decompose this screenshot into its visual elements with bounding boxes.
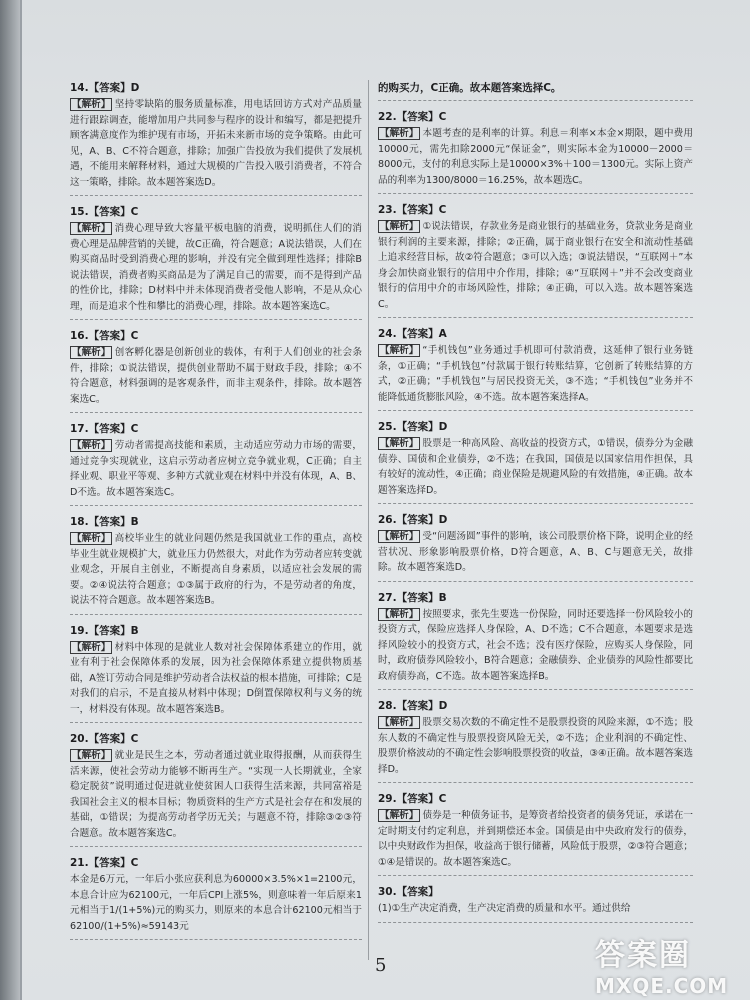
answer-line: 23.【答案】C [378, 204, 447, 216]
analysis-tag: 【解析】 [72, 99, 111, 110]
answer-block [378, 78, 693, 101]
analysis-tag: 【解析】 [72, 440, 111, 451]
analysis-tag: 【解析】 [72, 750, 111, 761]
answer-line: 24.【答案】A [378, 328, 447, 340]
answer-line: 14.【答案】D [70, 82, 140, 94]
right-column [378, 78, 693, 929]
analysis-body: 创客孵化器是创新创业的载体，有利于人们创业的社会条件，排除；①说法错误，提供创业帮助不属于财政手段，排除；④不符合题意，材料强调的是客观条件，而非主观条件，排除。故本题答案选C。 [70, 347, 362, 405]
analysis-text [378, 126, 693, 188]
analysis-tag: 【解析】 [72, 347, 111, 358]
analysis-tag: 【解析】 [72, 533, 111, 544]
analysis-body: 材料中体现的是就业人数对社会保障体系建立的作用，就业有利于社会保障体系的发展，因为社会保障体系建立提供物质基础，A签订劳动合同是维护劳动者合法权益的根本措施，可排除；C是对我们的启示，不是直接从材料中体现；D倒置保障权利与义务的统一，材料没有体现。故本题答案选B。 [70, 641, 362, 715]
analysis-text [378, 808, 693, 870]
analysis-tag: 【解析】 [72, 641, 111, 653]
answer-line: 27.【答案】B [378, 591, 447, 604]
analysis-body: 按照要求，张先生要选一份保险，同时还要选择一份风险较小的投资方式，保险应选择人身保险，A、D不选；C不合题意，本题要求是选择风险较小的投资方式，社会不选；没有医疗保险，应购买人身保险，同时，政府债券风险较小，B符合题意；金融债券、企业债券的风险性都要比政府债券高，C不选。故本题答案选择B。 [378, 608, 693, 682]
analysis-text [378, 901, 693, 917]
analysis-text [378, 219, 693, 312]
analysis-text [70, 640, 362, 718]
analysis-body: 高校毕业生的就业问题仍然是我国就业工作的重点，高校毕业生就业规模扩大，就业压力仍然很大，对此作为劳动者应转变就业观念，开展自主创业，不断提高自身素质，以适应社会发展的需要。②④说法符合题意；①③属于政府的行为，不是劳动者的角度，说法不符合题意。故本题答案选B。 [70, 533, 362, 606]
answer-line: 15.【答案】C [70, 206, 139, 218]
analysis-text [70, 872, 362, 934]
analysis-body: “手机钱包”业务通过手机即可付款消费，这延伸了银行业务链条，①正确；“手机钱包”付款属于银行转账结算，它创新了转账结算的方式，②正确；“手机钱包”与居民投资无关，③不选；“手机钱包”业务并不能降低通货膨胀风险，④不选。故本题答案选择A。 [378, 345, 693, 403]
answer-line: 29.【答案】C [378, 793, 447, 805]
analysis-text [70, 345, 362, 407]
answer-block [378, 789, 693, 876]
page-number: 5 [375, 955, 387, 976]
analysis-body: 受“问题汤圆”事件的影响，该公司股票价格下降，说明企业的经营状况、形象影响股票价格，D符合题意，A、B、C与题意无关，故排除。故本题答案选D。 [378, 531, 693, 573]
analysis-tag: 【解析】 [380, 221, 419, 232]
analysis-body: 本题考查的是利率的计算。利息＝利率×本金×期限，题中费用10000元，需先扣除2000元“保证金”，则实际本金为10000－2000＝8000元，支付的利息实际上是10000×3%＋100＝1300元。实际上资产品的利率为1300/8000＝16.25%，故本题选C。 [378, 128, 693, 186]
analysis-body: 劳动者需提高技能和素质，主动适应劳动力市场的需要，通过竞争实现就业，这启示劳动者应树立竞争就业观，C正确；自主择业观、职业平等观、多种方式就业观在材料中并没有体现，A、B、D不选。故本题答案选C。 [70, 440, 362, 498]
answer-block [378, 696, 693, 783]
answer-line: 30.【答案】 [378, 886, 439, 898]
analysis-tag: 【解析】 [380, 810, 419, 821]
answer-block [70, 419, 362, 506]
analysis-body: 消费心理导致大容量平板电脑的消费，说明抓住人们的消费心理是品牌营销的关键，故C正确，符合题意；A说法错误，人们在购买商品时受到消费心理的影响，并没有完全做到理性选择；排除B说法错误，消费者购买商品是为了满足自己的需要，而不是得到产品的性价比，排除；D材料中并未体现消费者受他人影响，不是从众心理，而是追求个性和攀比的消费心理，排除。故本题答案选C。 [70, 223, 362, 312]
column-divider [368, 80, 369, 960]
analysis-body: 本金是6万元，一年后小张应获利息为60000×3.5%×1=2100元，本息合计应为62100元，一年后CPI上涨5%，则意味着一年后原来1元相当于1/(1+5%)元的购买力，则原来的本息合计62100元相当于62100/(1+5%)≈59143元 [70, 874, 362, 932]
answer-block [70, 512, 362, 615]
answer-line: 25.【答案】D [378, 421, 448, 433]
left-column [70, 78, 362, 946]
analysis-text [378, 607, 693, 685]
answer-block [378, 510, 693, 582]
analysis-body: ①说法错误，存款业务是商业银行的基础业务，贷款业务是商业银行利润的主要来源，排除；②正确，属于商业银行在安全和流动性基础上追求经营目标，故②符合题意；③可以入选；③说法错误，“互联网＋”本身会加快商业银行的信用中介作用，排除；④“互联网＋”并不会改变商业银行的信用中介的市场风险性，排除；④正确，可以入选。故本题答案选C。 [378, 221, 693, 310]
answer-line: 28.【答案】D [378, 700, 448, 712]
analysis-body: 股票交易次数的不确定性不是股票投资的风险来源，①不选；股东人数的不确定性与股票投资风险无关，②不选；企业利润的不确定性、股票价格波动的不确定性会影响股票投资的收益，③④正确。故本题答案选择D。 [378, 717, 693, 775]
analysis-text [378, 529, 693, 576]
analysis-tag: 【解析】 [380, 608, 419, 620]
answer-block [378, 588, 693, 691]
answer-line: 26.【答案】D [378, 514, 448, 526]
answer-block [378, 107, 693, 194]
analysis-body: 股票是一种高风险、高收益的投资方式，①错误，债券分为金融债券、国债和企业债券，②不选；在我国，国债是以国家信用作担保，具有较好的流动性，④正确；商业保险是规避风险的有效措施，④正确。故本题答案选择D。 [378, 438, 693, 496]
analysis-text [378, 715, 693, 777]
watermark [595, 930, 745, 996]
answer-block [70, 202, 362, 320]
answer-line: 22.【答案】C [378, 111, 447, 123]
analysis-tag: 【解析】 [72, 223, 111, 234]
watermark-logo-text: 答案圈 [595, 938, 691, 973]
analysis-text [70, 221, 362, 314]
answer-block [378, 882, 693, 923]
answer-page [22, 0, 750, 1000]
answer-line: 16.【答案】C [70, 330, 139, 342]
answer-block [378, 324, 693, 411]
analysis-body: 坚持零缺陷的服务质量标准，用电话回访方式对产品质量进行跟踪调查，能增加用户共同参与程序的设计和编写，都是把提升顾客满意度作为维护现有市场，开拓未来新市场的竞争策略。由此可见，A、B、C不符合题意，排除；加强广告投放为我们提供了发展机遇，不能用来解释材料，通过大规模的广告投入吸引消费者，不符合这一策略，排除。故本题答案选D。 [70, 99, 362, 188]
answer-block [70, 853, 362, 940]
adjacent-page-edge [0, 0, 20, 1000]
answer-block [70, 78, 362, 196]
answer-block [70, 621, 362, 724]
answer-line: 19.【答案】B [70, 624, 139, 637]
analysis-text [70, 97, 362, 190]
answer-line: 20.【答案】C [70, 733, 139, 745]
answer-line: 21.【答案】C [70, 857, 139, 869]
analysis-body: (1)①生产决定消费，生产决定消费的质量和水平。通过供给 [378, 903, 631, 914]
analysis-tag: 【解析】 [380, 128, 419, 139]
answer-block [378, 200, 693, 318]
analysis-body: 就业是民生之本，劳动者通过就业取得报酬，从而获得生活来源，使社会劳动力能够不断再生产。“实现一人长期就业，全家稳定脱贫”说明通过促进就业使贫困人口获得生活来源，共同富裕是我国社会主义的根本目标；物质资料的生产方式是社会存在和发展的基础，①错误；为提高劳动者学历无关；与题意不符，排除③②③符合题意。故本题答案选C。 [70, 750, 362, 839]
answer-block [70, 326, 362, 413]
answer-block [70, 729, 362, 847]
watermark-url: MXQE.COM [595, 974, 729, 998]
answer-line: 的购买力，C正确。故本题答案选择C。 [378, 82, 562, 94]
analysis-tag: 【解析】 [380, 438, 419, 449]
analysis-text [70, 531, 362, 609]
answer-line: 17.【答案】C [70, 423, 139, 435]
analysis-text [70, 748, 362, 841]
answer-block [378, 417, 693, 504]
answer-line: 18.【答案】B [70, 516, 139, 528]
analysis-tag: 【解析】 [380, 345, 419, 356]
analysis-body: 债券是一种债务证书，是筹资者给投资者的债务凭证，承诺在一定时期支付约定利息，并到期偿还本金。国债是由中央政府发行的债券，以中央财政作为担保，收益高于银行储蓄，风险低于股票，②③符合题意；①④是错误的。故本题答案选C。 [378, 810, 693, 868]
analysis-text [70, 438, 362, 500]
analysis-tag: 【解析】 [380, 717, 419, 728]
analysis-tag: 【解析】 [380, 531, 419, 542]
analysis-text [378, 436, 693, 498]
analysis-text [378, 343, 693, 405]
